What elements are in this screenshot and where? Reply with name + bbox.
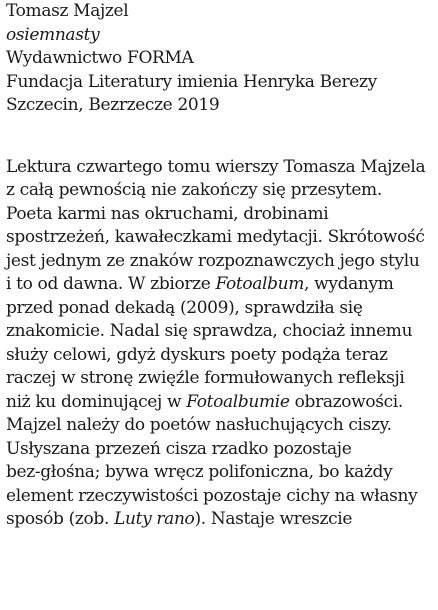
review-text-segment: służy celowi, gdyż dyskurs poety podąża teraz: [6, 344, 388, 365]
review-italic-text: Fotoalbum: [215, 274, 305, 294]
review-text-segment: , wydanym: [304, 274, 394, 294]
book-publisher: Wydawnictwo FORMA: [6, 48, 194, 68]
review-text-segment: Lektura czwartego tomu wierszy Tomasza Majzela: [6, 156, 426, 177]
review-text-segment: raczej w stronę zwięźle formułowanych refleksji: [6, 368, 405, 388]
book-place-year: Szczecin, Bezrzecze 2019: [6, 95, 220, 115]
review-text-segment: jest jednym ze znaków rozpoznawczych jego stylu: [6, 250, 420, 271]
review-text-segment: obrazowości.: [289, 391, 403, 412]
review-line: [6, 508, 438, 532]
review-line: [6, 344, 438, 368]
review-line: [6, 273, 438, 297]
review-text-segment: spostrzeżeń, kawałeczkami medytacji. Skrótowość: [6, 227, 425, 247]
review-line: [6, 226, 438, 250]
review-text-segment: element rzeczywistości pozostaje cichy na własny: [6, 485, 418, 506]
review-text-segment: z całą pewnością nie zakończy się przesytem.: [6, 180, 382, 200]
review-text-segment: przed ponad dekadą (2009), sprawdziła się: [6, 297, 363, 318]
review-line: [6, 203, 438, 227]
review-text-segment: niż ku dominującej w: [6, 391, 187, 412]
review-italic-text: Fotoalbumie: [186, 391, 290, 412]
book-author: Tomasz Majzel: [6, 1, 129, 21]
review-line: [6, 438, 438, 462]
review-text-segment: Poeta karmi nas okruchami, drobinami: [6, 203, 329, 224]
book-title: osiemnasty: [6, 24, 100, 45]
review-line: [6, 250, 438, 274]
review-line: [6, 367, 438, 391]
review-line: [6, 179, 438, 203]
review-text-segment: znakomicie. Nadal się sprawdza, chociaż innemu: [6, 321, 413, 341]
book-metadata: [6, 0, 438, 118]
review-line: [6, 391, 438, 415]
review-italic-text: Luty rano: [114, 509, 195, 529]
review-text-segment: sposób (zob.: [6, 509, 115, 529]
review-text-segment: ). Nastaje wreszcie: [194, 509, 353, 529]
book-copublisher: Fundacja Literatury imienia Henryka Berezy: [6, 71, 377, 92]
review-text-segment: i to od dawna. W zbiorze: [6, 274, 216, 294]
review-line: [6, 414, 438, 438]
review-line: [6, 485, 438, 509]
document-page: [6, 0, 438, 532]
review-text: [6, 156, 438, 532]
review-text-segment: bez-głośna; bywa wręcz polifoniczna, bo każdy: [6, 462, 393, 482]
section-gap: [6, 118, 438, 156]
review-line: [6, 156, 438, 180]
review-text-segment: Majzel należy do poetów nasłuchujących ciszy.: [6, 415, 392, 435]
review-line: [6, 461, 438, 485]
review-line: [6, 297, 438, 321]
review-line: [6, 320, 438, 344]
review-text-segment: Usłyszana przezeń cisza rzadko pozostaje: [6, 438, 352, 459]
